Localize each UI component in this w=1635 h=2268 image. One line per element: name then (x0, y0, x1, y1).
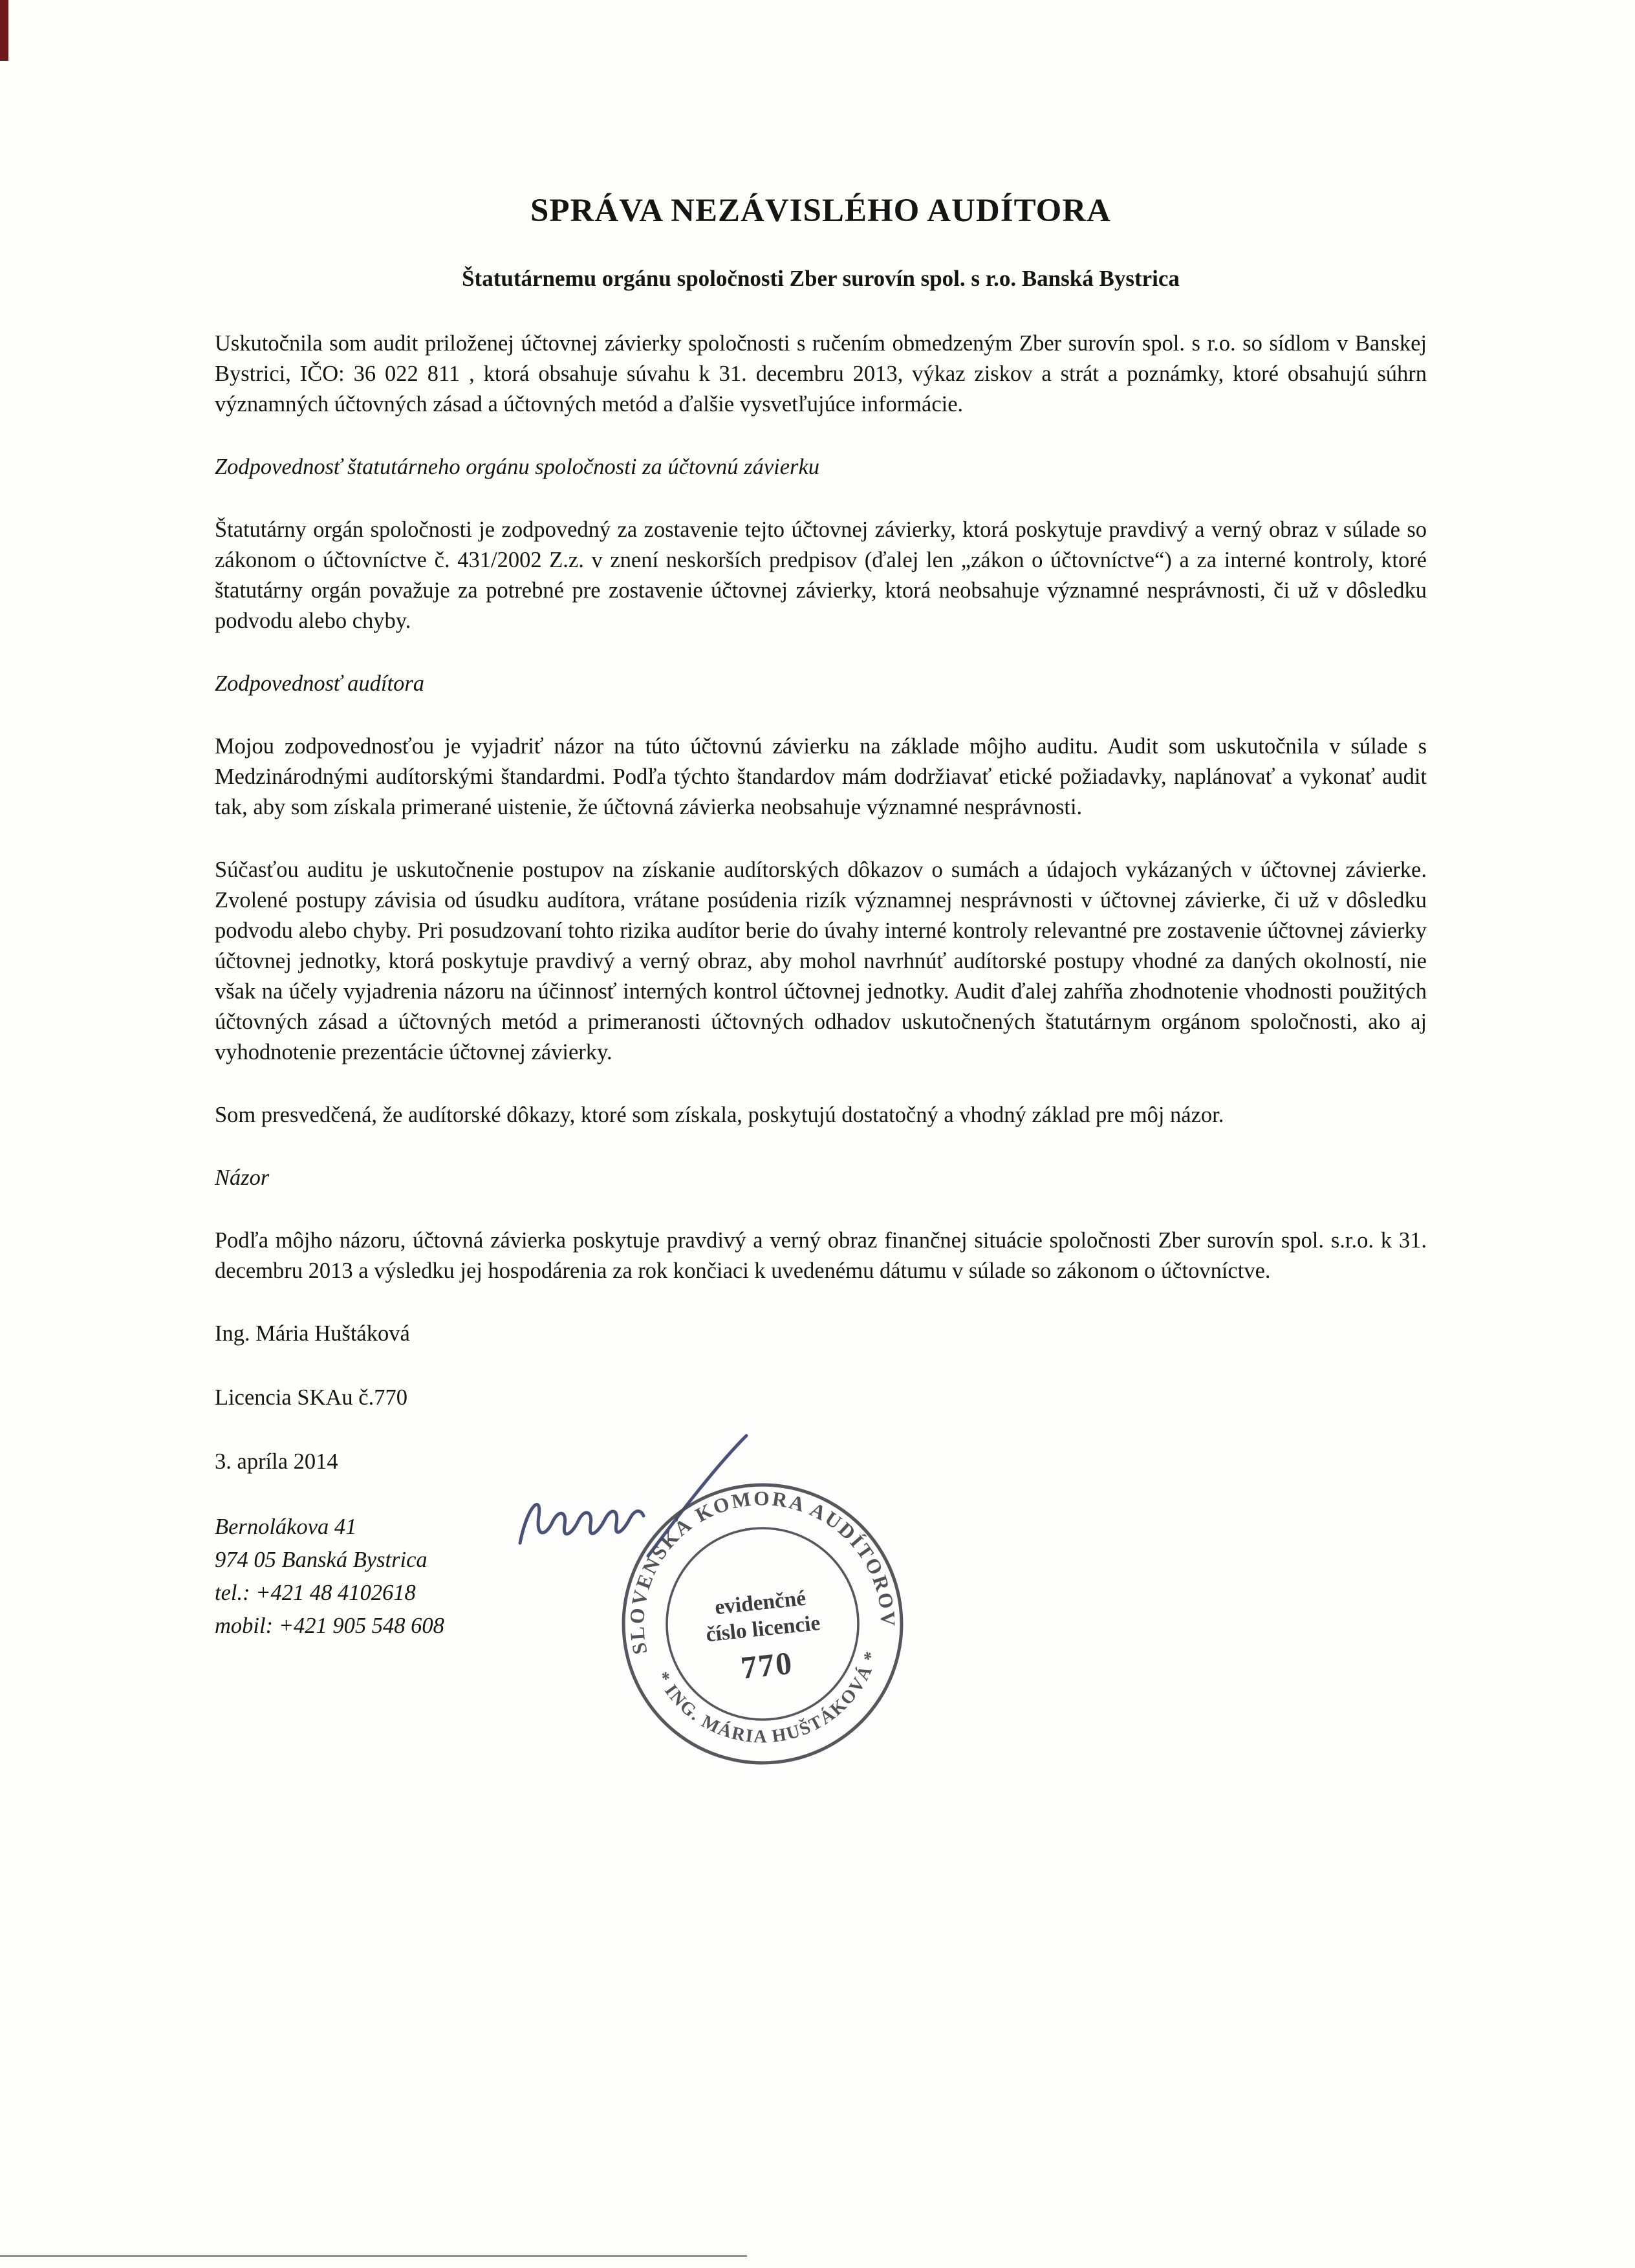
paragraph-opinion: Podľa môjho názoru, účtovná závierka poskytuje pravdivý a verný obraz finančnej situácie spoločnosti Zber surovín spol. s.r.o. k 31. decembru 2013 a výsledku jej hospodárenia za rok končiaci k uvedenému dátumu v súlade so zákonom o účtovníctve. (215, 1228, 1427, 1283)
paragraph-management-responsibility: Štatutárny orgán spoločnosti je zodpovedný za zostavenie tejto účtovnej závierky, ktorá poskytuje pravdivý a verný obraz v súlade so zákonom o účtovníctve č. 431/2002 Z.z. v znení neskorších predpisov (ďalej len „zákon o účtovníctve“) a za interné kontroly, ktoré štatutárny orgán považuje za potrebné pre zostavenie účtovnej závierky, ktorá neobsahuje významné nesprávnosti, či už v dôsledku podvodu alebo chyby. (215, 517, 1427, 633)
address-city: 974 05 Banská Bystrica (215, 1548, 428, 1572)
signatory-licence: Licencia SKAu č.770 (215, 1385, 407, 1410)
paragraph-auditor-responsibility-1: Mojou zodpovednosťou je vyjadriť názor na túto účtovnú závierku na základe môjho auditu. Audit som uskutočnila v súlade s Medzinárodnými audítorskými štandardmi. Podľa týchto štandardov mám dodržiavať etické požiadavky, naplánovať a vykonať audit tak, aby som získala primerané uistenie, že účtovná závierka neobsahuje významné nesprávnosti. (215, 734, 1427, 819)
page-subtitle: Štatutárnemu orgánu spoločnosti Zber surovín spol. s r.o. Banská Bystrica (462, 266, 1180, 291)
stamp-arc-top-text: SLOVENSKÁ KOMORA AUDÍTOROV (625, 1487, 900, 1657)
stamp-center-line1: evidenčné (713, 1586, 807, 1620)
signature-date: 3. apríla 2014 (215, 1449, 338, 1474)
stamp-licence-number: 770 (739, 1645, 795, 1686)
address-phone: tel.: +421 48 4102618 (215, 1581, 416, 1605)
section-heading-management-responsibility: Zodpovednosť štatutárneho orgánu spoločnosti za účtovnú závierku (215, 455, 820, 479)
section-heading-auditor-responsibility: Zodpovednosť audítora (215, 671, 425, 696)
signatory-name: Ing. Mária Huštáková (215, 1321, 410, 1346)
scan-artifact-top-left (0, 0, 8, 61)
address-street: Bernolákova 41 (215, 1515, 357, 1539)
stamp-arc-bottom-text: * ING. MÁRIA HUŠTÁKOVÁ * (651, 1648, 882, 1747)
paragraph-intro: Uskutočnila som audit priloženej účtovnej závierky spoločnosti s ručením obmedzeným Zber surovín spol. s r.o. so sídlom v Banskej Bystrici, IČO: 36 022 811 , ktorá obsahuje súvahu k 31. decembru 2013, výkaz ziskov a strát a poznámky, ktoré obsahujú súhrn významných účtovných zásad a účtovných metód a ďalšie vysvetľujúce informácie. (215, 331, 1427, 416)
signature-block (215, 1319, 1427, 1477)
section-heading-opinion: Názor (215, 1165, 270, 1190)
scan-artifact-bottom-line (0, 2255, 747, 2257)
address-mobile: mobil: +421 905 548 608 (215, 1614, 444, 1638)
paragraph-auditor-responsibility-3: Som presvedčená, že audítorské dôkazy, ktoré som získala, poskytujú dostatočný a vhodný základ pre môj názor. (215, 1103, 1224, 1127)
paragraph-auditor-responsibility-2: Súčasťou auditu je uskutočnenie postupov na získanie audítorských dôkazov o sumách a údajoch vykázaných v účtovnej závierke. Zvolené postupy závisia od úsudku audítora, vrátane posúdenia rizík významnej nesprávnosti v účtovnej závierke, či už v dôsledku podvodu alebo chyby. Pri posudzovaní tohto rizika audítor berie do úvahy interné kontroly relevantné pre zostavenie účtovnej závierky účtovnej jednotky, ktorá poskytuje pravdivý a verný obraz, aby mohol navrhnúť audítorské postupy vhodné za daných okolností, nie však na účely vyjadrenia názoru na účinnosť interných kontrol účtovnej jednotky. Audit ďalej zahŕňa zhodnotenie vhodnosti použitých účtovných zásad a účtovných metód a primeranosti účtovných odhadov uskutočnených štatutárnym orgánom spoločnosti, ako aj vyhodnotenie prezentácie účtovnej závierky. (215, 858, 1427, 1064)
page-title: SPRÁVA NEZÁVISLÉHO AUDÍTORA (530, 193, 1111, 229)
auditor-stamp (604, 1465, 921, 1782)
stamp-center-line2: číslo licencie (704, 1611, 821, 1647)
